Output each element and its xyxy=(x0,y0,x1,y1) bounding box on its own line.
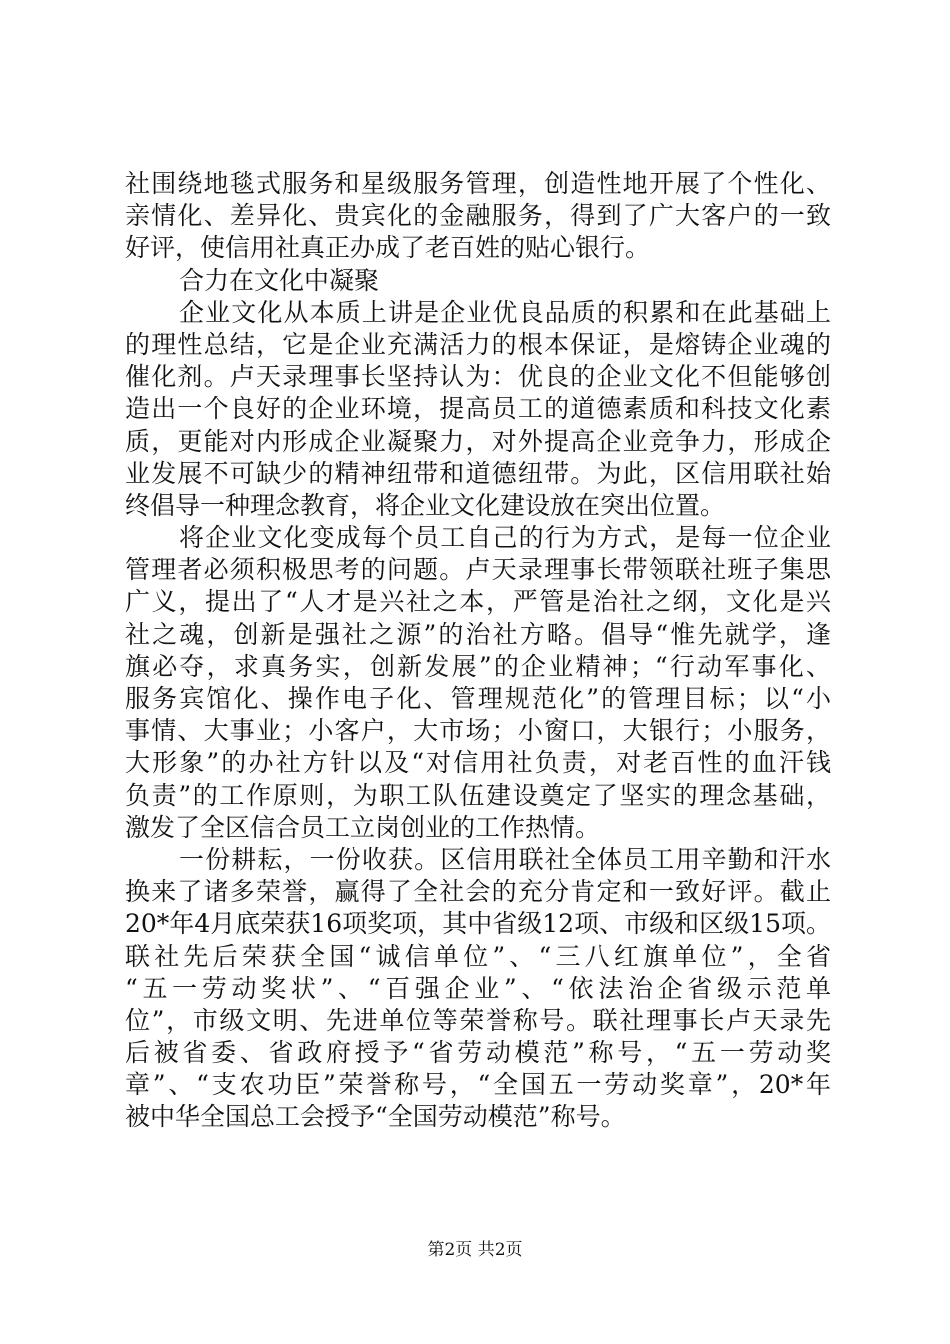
text-line: 位”，市级文明、先进单位等荣誉称号。联社理事长卢天录先 xyxy=(125,1005,831,1035)
page-footer: 第2页 共2页 xyxy=(427,1240,523,1260)
text-line: 章”、“支农功臣”荣誉称号，“全国五一劳动奖章”，20*年 xyxy=(125,1070,831,1100)
text-line: 激发了全区信合员工立岗创业的工作热情。 xyxy=(125,812,601,842)
text-line: 旗必夺，求真务实，创新发展”的企业精神；“行动军事化、 xyxy=(125,651,831,681)
text-line: 社之魂，创新是强社之源”的治社方略。倡导“惟先就学，逢 xyxy=(125,619,831,649)
text-line: 20*年4月底荣获16项奖项，其中省级12项、市级和区级15项。 xyxy=(125,909,831,939)
text-line: 管理者必须积极思考的问题。卢天录理事长带领联社班子集思 xyxy=(125,555,831,585)
document-body xyxy=(125,168,831,1134)
text-line: “五一劳动奖状”、“百强企业”、“依法治企省级示范单 xyxy=(125,973,831,1003)
text-line: 催化剂。卢天录理事长坚持认为：优良的企业文化不但能够创 xyxy=(125,362,831,392)
text-line: 服务宾馆化、操作电子化、管理规范化”的管理目标；以“小 xyxy=(125,684,831,713)
text-line: 造出一个良好的企业环境，提高员工的道德素质和科技文化素 xyxy=(125,394,831,424)
text-line: 的理性总结，它是企业充满活力的根本保证，是熔铸企业魂的 xyxy=(125,329,831,359)
text-line: 将企业文化变成每个员工自己的行为方式，是每一位企业 xyxy=(179,523,831,553)
text-line: 质，更能对内形成企业凝聚力，对外提高企业竞争力，形成企 xyxy=(125,426,831,456)
text-line: 一份耕耘，一份收获。区信用联社全体员工用辛勤和汗水 xyxy=(179,844,831,874)
text-line: 好评，使信用社真正办成了老百姓的贴心银行。 xyxy=(125,233,651,263)
text-line: 广义，提出了“人才是兴社之本，严管是治社之纲，文化是兴 xyxy=(125,587,831,617)
text-line: 企业文化从本质上讲是企业优良品质的积累和在此基础上 xyxy=(179,297,831,327)
text-line: 换来了诸多荣誉，赢得了全社会的充分肯定和一致好评。截止 xyxy=(125,877,831,907)
text-line: 合力在文化中凝聚 xyxy=(179,265,380,295)
text-line: 亲情化、差异化、贵宾化的金融服务，得到了广大客户的一致 xyxy=(125,201,831,231)
text-line: 事情、大事业；小客户，大市场；小窗口，大银行；小服务， xyxy=(125,716,831,746)
text-line: 业发展不可缺少的精神纽带和道德纽带。为此，区信用联社始 xyxy=(125,458,831,488)
text-line: 终倡导一种理念教育，将企业文化建设放在突出位置。 xyxy=(125,490,726,520)
text-line: 被中华全国总工会授予“全国劳动模范”称号。 xyxy=(125,1102,626,1132)
text-line: 社围绕地毯式服务和星级服务管理，创造性地开展了个性化、 xyxy=(125,169,831,198)
text-line: 大形象”的办社方针以及“对信用社负责，对老百性的血汗钱 xyxy=(125,748,831,778)
text-line: 后被省委、省政府授予“省劳动模范”称号，“五一劳动奖 xyxy=(125,1038,831,1068)
text-line: 负责”的工作原则，为职工队伍建设奠定了坚实的理念基础， xyxy=(125,780,831,810)
text-line: 联社先后荣获全国“诚信单位”、“三八红旗单位”，全省 xyxy=(125,941,832,971)
